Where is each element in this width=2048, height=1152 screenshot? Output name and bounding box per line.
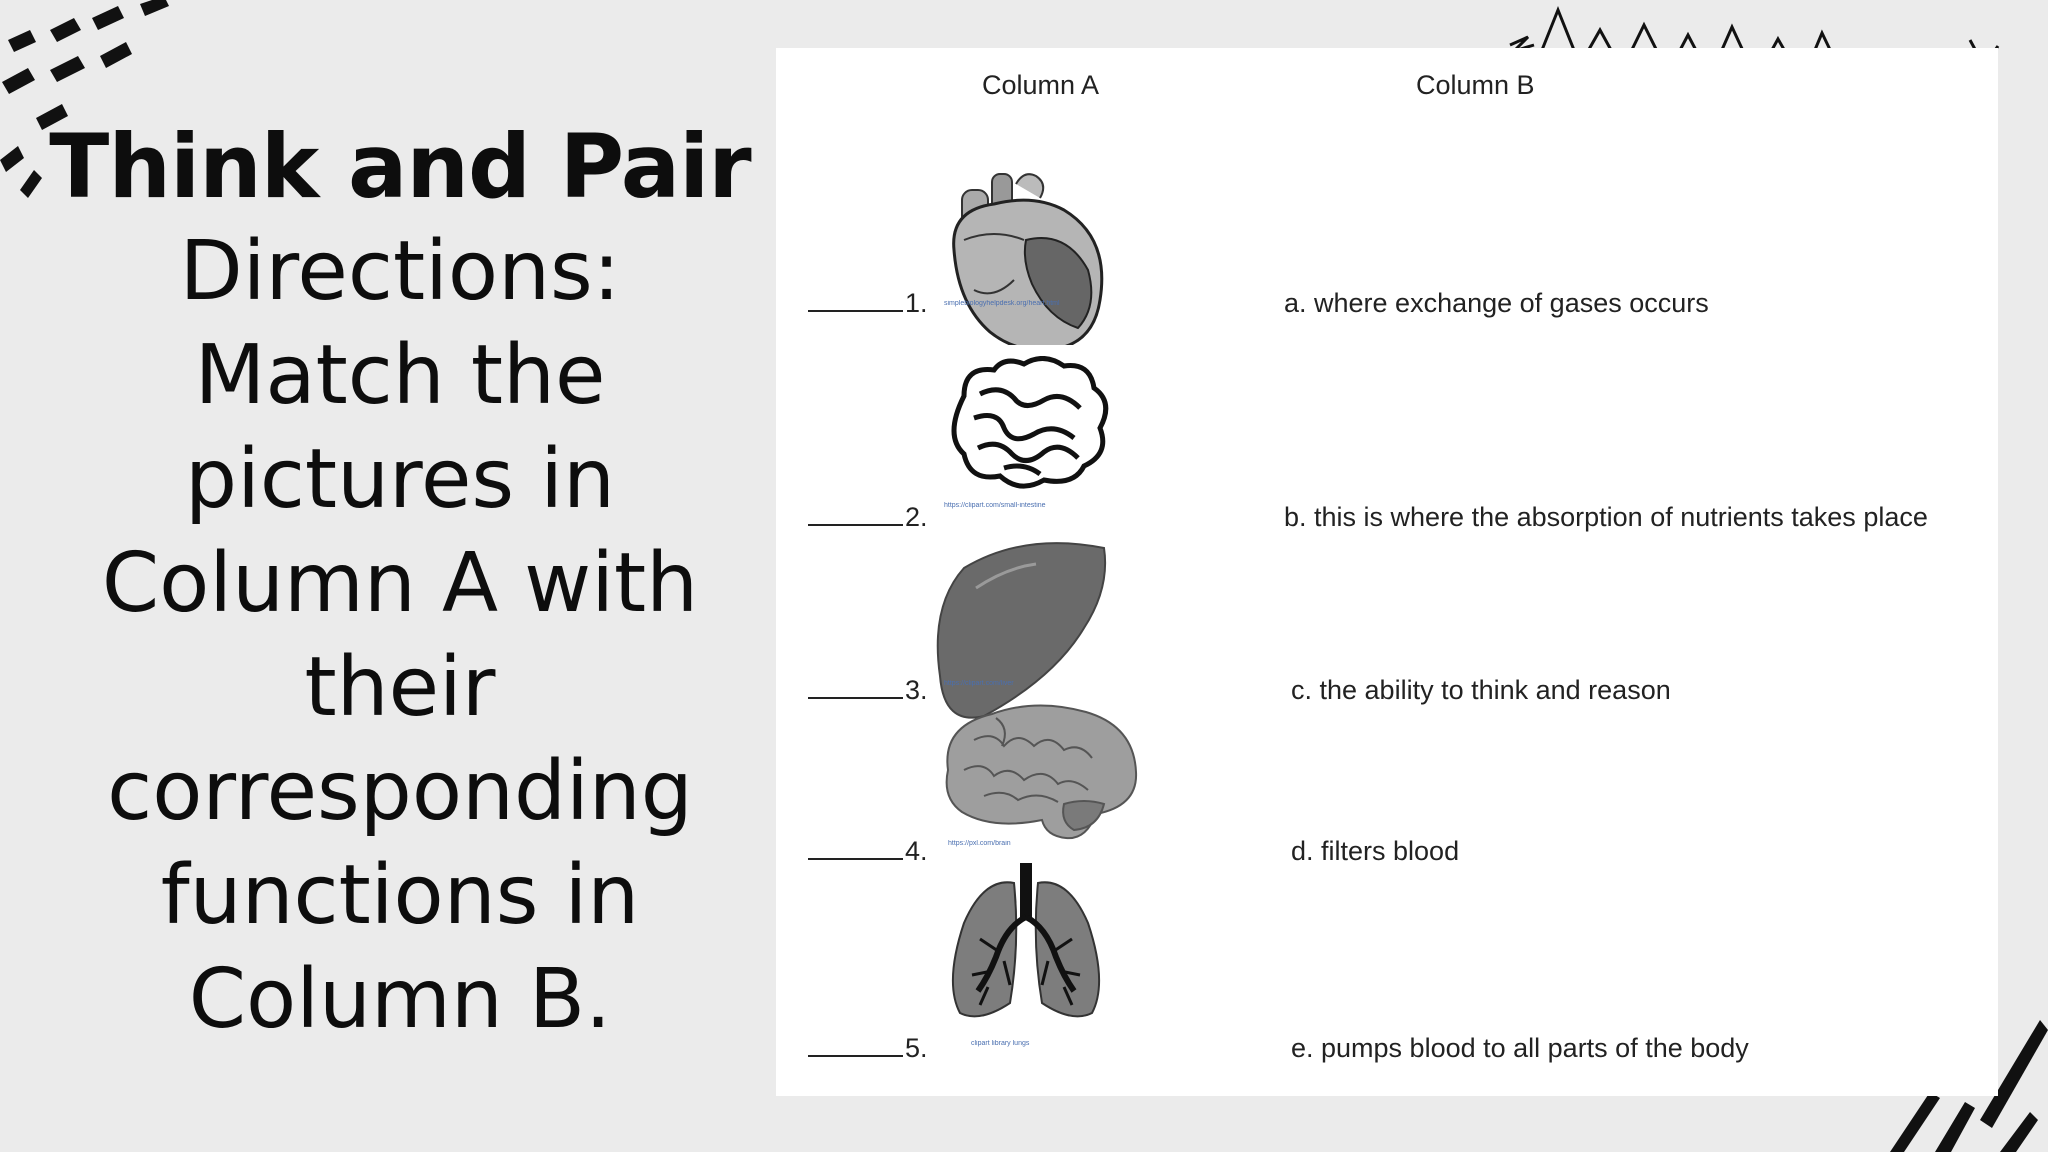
directions-line: Match the xyxy=(194,328,606,423)
column-b-header: Column B xyxy=(1416,70,1535,100)
item-number: 3. xyxy=(905,675,928,705)
answer-blank[interactable] xyxy=(808,506,903,526)
answer-b: b. this is where the absorption of nutrients takes place xyxy=(1284,502,1928,532)
answer-e: e. pumps blood to all parts of the body xyxy=(1291,1033,1749,1063)
image-credit: https://clipart.com/small-intestine xyxy=(944,502,1046,509)
directions-line: Column A with xyxy=(101,536,699,631)
directions-line: corresponding xyxy=(107,744,693,839)
answer-d: d. filters blood xyxy=(1291,836,1460,866)
answer-c: c. the ability to think and reason xyxy=(1291,675,1671,705)
slide-title: Think and Pair xyxy=(49,115,751,218)
instructions-panel xyxy=(40,112,760,1052)
answer-a: a. where exchange of gases occurs xyxy=(1284,288,1709,318)
brain-illustration xyxy=(934,700,1140,840)
item-4 xyxy=(808,836,928,867)
answer-blank[interactable] xyxy=(808,1037,903,1057)
heart-illustration xyxy=(934,160,1114,345)
answer-blank[interactable] xyxy=(808,840,903,860)
lungs-illustration xyxy=(946,863,1106,1023)
liver-illustration xyxy=(936,528,1112,720)
item-5 xyxy=(808,1033,928,1064)
item-1 xyxy=(808,288,928,319)
directions-text xyxy=(40,220,760,1052)
item-number: 5. xyxy=(905,1033,928,1063)
directions-line: Directions: xyxy=(179,224,621,319)
image-credit: https://pxl.com/brain xyxy=(948,840,1011,847)
column-a-header: Column A xyxy=(982,70,1100,100)
image-credit: simplebiologyhelpdesk.org/heart.html xyxy=(944,300,1060,307)
directions-line: Column B. xyxy=(188,952,612,1047)
answer-blank[interactable] xyxy=(808,679,903,699)
matching-worksheet xyxy=(776,48,1998,1096)
small-intestine-illustration xyxy=(944,356,1112,496)
directions-line: pictures in xyxy=(185,432,615,527)
item-2 xyxy=(808,502,928,533)
item-number: 4. xyxy=(905,836,928,866)
answer-blank[interactable] xyxy=(808,292,903,312)
directions-line: their xyxy=(304,640,496,735)
directions-line: functions in xyxy=(160,848,640,943)
item-3 xyxy=(808,675,928,706)
item-number: 2. xyxy=(905,502,928,532)
image-credit: https://clipart.com/liver xyxy=(944,680,1014,687)
item-number: 1. xyxy=(905,288,928,318)
image-credit: clipart library lungs xyxy=(971,1040,1030,1047)
